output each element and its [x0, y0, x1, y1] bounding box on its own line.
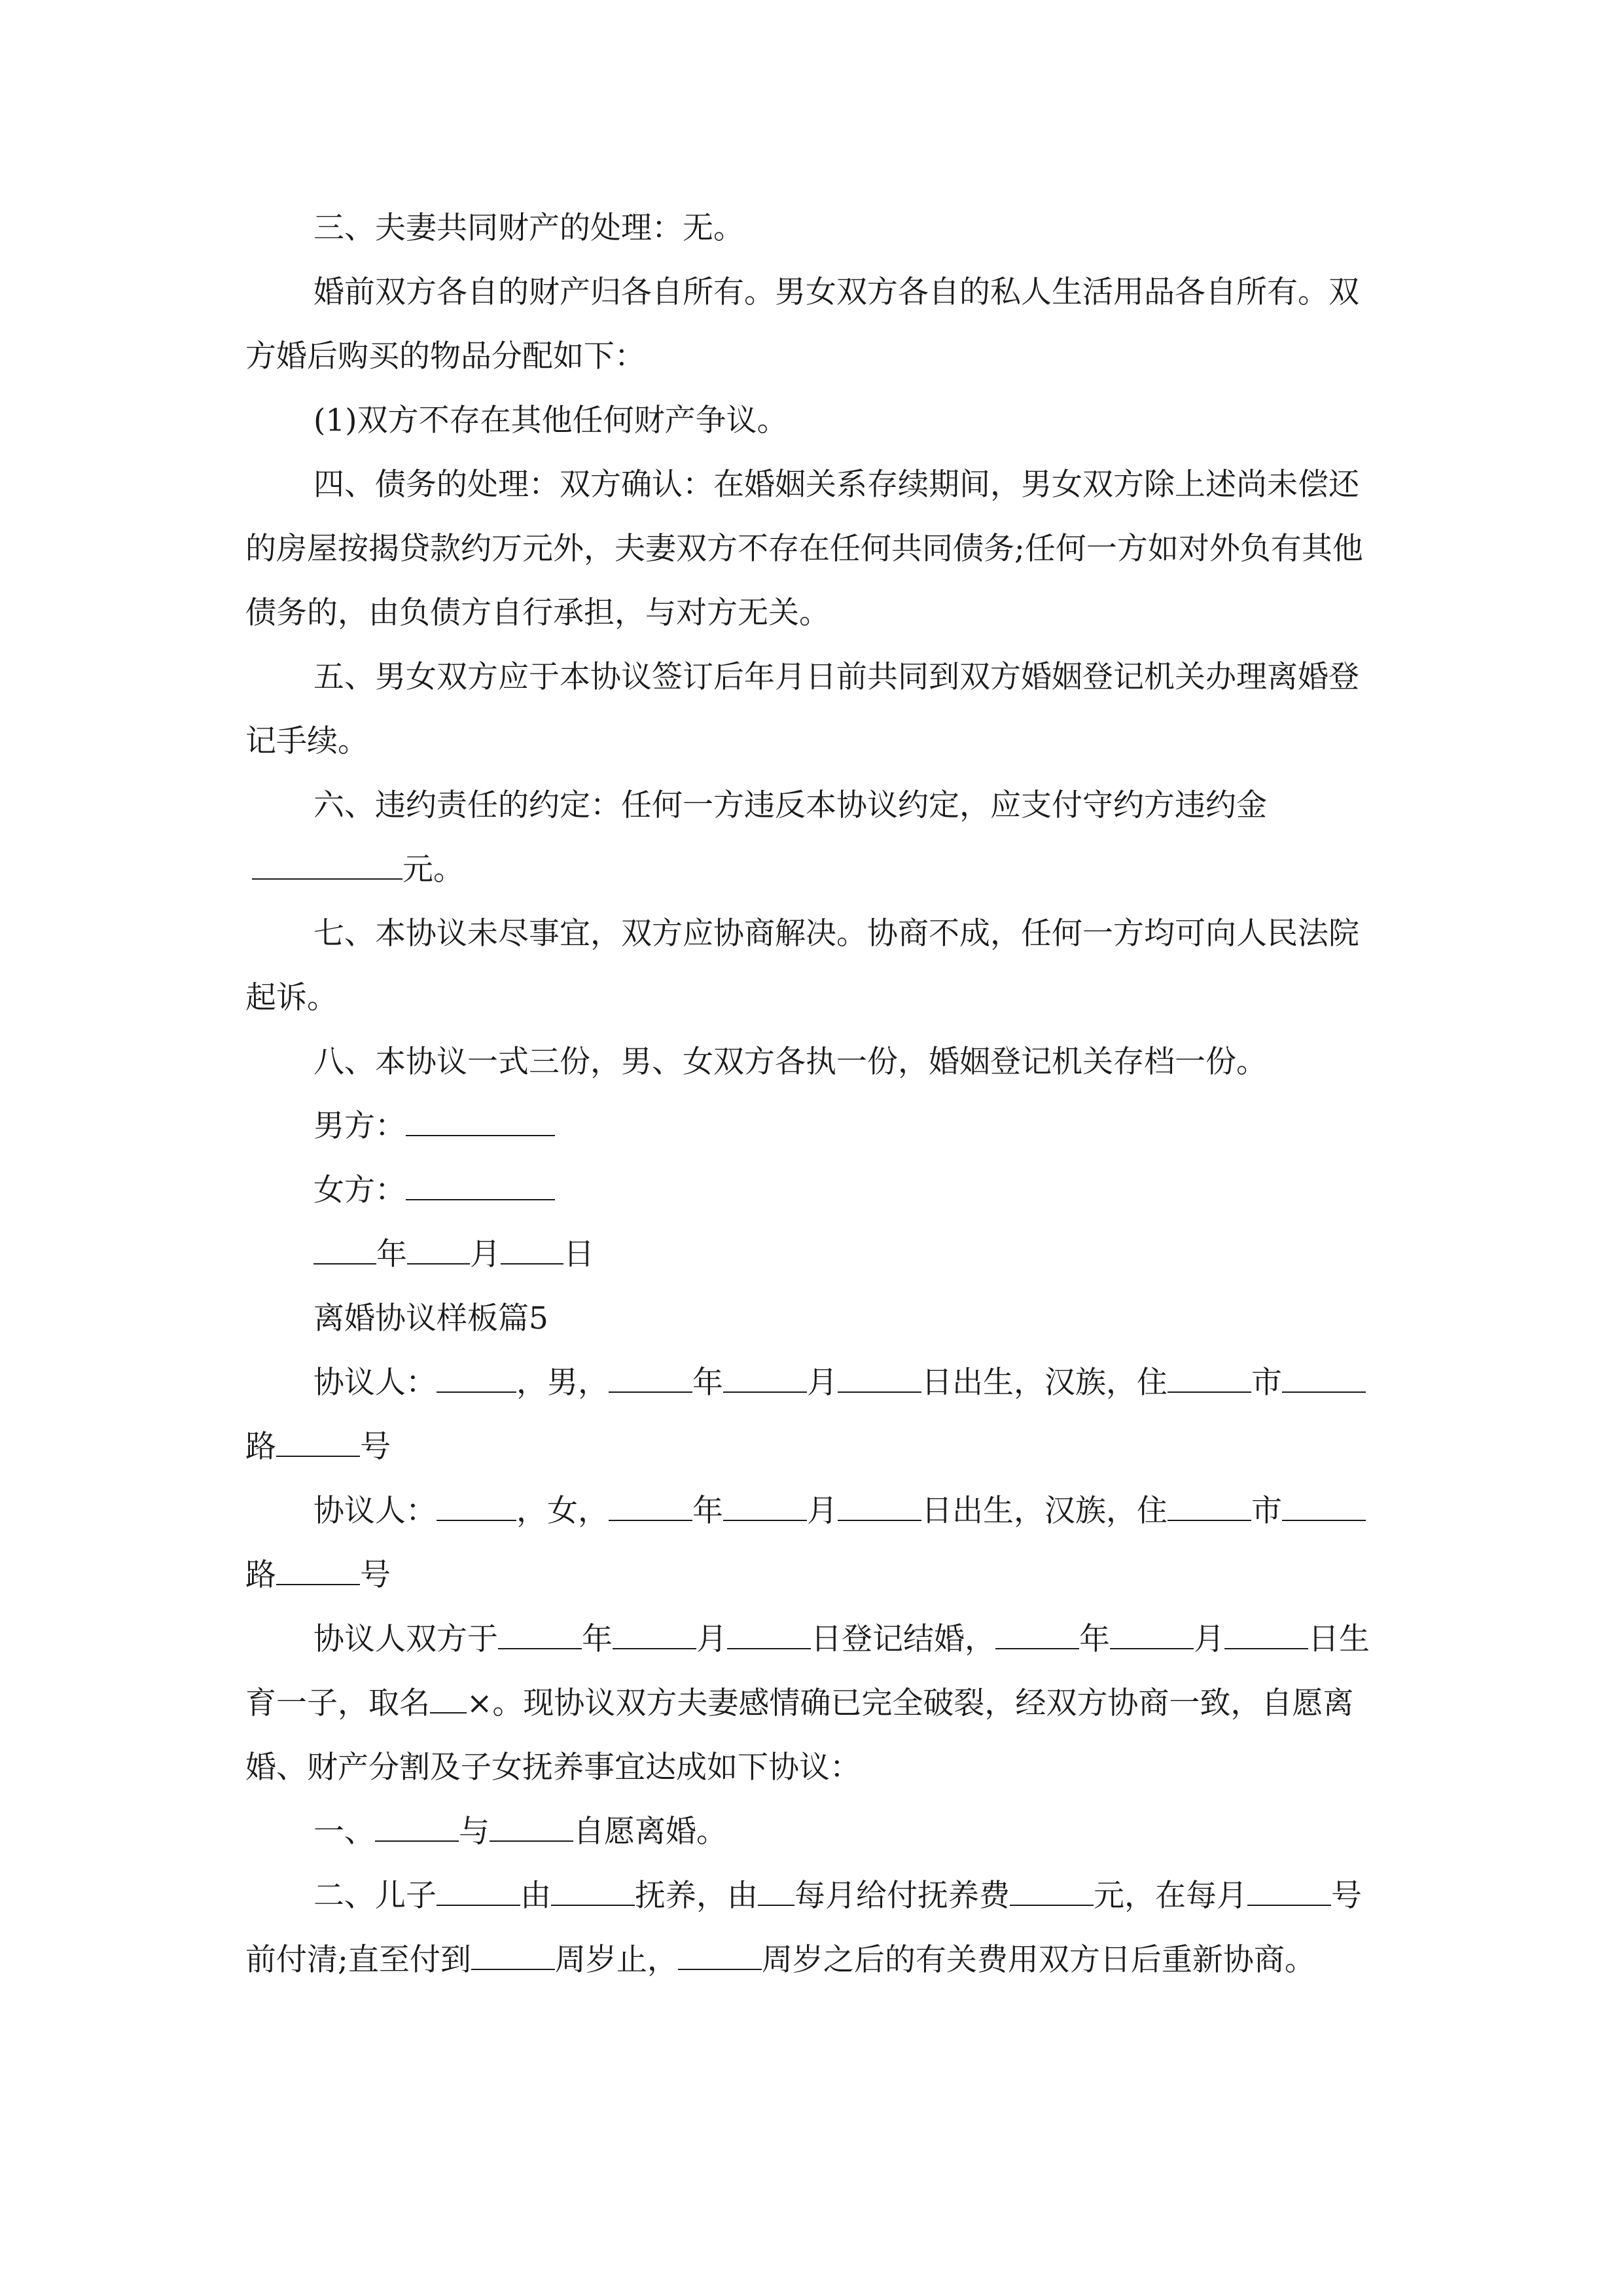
blank-pay-day: [1247, 1880, 1331, 1906]
party2-gender: ，女，: [516, 1493, 609, 1529]
party1-month: 月: [807, 1365, 838, 1401]
clause1-end: 自愿离婚。: [573, 1814, 727, 1850]
clause2-raise: 抚养，由: [635, 1878, 758, 1914]
female-label: 女方：: [313, 1172, 406, 1208]
date-year: 年: [376, 1236, 407, 1272]
signature-male: [245, 1094, 1378, 1158]
party1-road: 路: [245, 1429, 276, 1465]
breach-unit: 元。: [402, 852, 464, 888]
blank-party1-road: [1282, 1367, 1366, 1393]
party1-label: 协议人: [313, 1365, 406, 1401]
party2-month: 月: [807, 1493, 838, 1529]
paragraph-disputes: 七、本协议未尽事宜，双方应协商解决。协商不成，任何一方均可向人民法院起诉。: [245, 916, 1359, 1016]
paragraph-no-dispute: (1)双方不存在其他任何财产争议。: [313, 403, 788, 439]
blank-son-name: [437, 1880, 520, 1906]
blank-party1-city: [1168, 1367, 1251, 1393]
party1-colon: ：: [406, 1365, 437, 1401]
marriage-start: 协议人双方于: [313, 1621, 498, 1657]
clause1-start: 一、: [313, 1814, 375, 1850]
blank-marriage-month: [613, 1623, 696, 1649]
clause2-start: 二、儿子: [313, 1878, 437, 1914]
paragraph-property: 三、夫妻共同财产的处理：无。: [313, 210, 744, 246]
blank-year: [313, 1238, 376, 1265]
clause2-pay: 每月给付抚养费: [794, 1878, 1010, 1914]
blank-male-signature: [406, 1110, 555, 1136]
clause2-yuan: 元，在每月: [1094, 1878, 1247, 1914]
signature-date: [245, 1223, 1378, 1287]
blank-party2-year: [609, 1495, 692, 1521]
party2-born: 日出生，汉族，住: [921, 1493, 1168, 1529]
blank-party2-num: [276, 1559, 360, 1585]
clause2-age: 周岁止，: [554, 1942, 678, 1978]
blank-party2-day: [838, 1495, 921, 1521]
signature-female: [245, 1158, 1378, 1223]
clause1-paragraph: [245, 1800, 1378, 1864]
blank-month: [407, 1238, 470, 1265]
party2-paragraph: [245, 1479, 1378, 1607]
blank-marriage-year: [498, 1623, 582, 1649]
blank-party2-road: [1282, 1495, 1366, 1521]
paragraph-breach: [245, 774, 1378, 902]
blank-party1-month: [723, 1367, 807, 1393]
party1-born: 日出生，汉族，住: [921, 1365, 1168, 1401]
blank-party2-name: [437, 1495, 516, 1521]
blank-child-name: [430, 1687, 467, 1713]
paragraph-divorce-registration: 五、男女双方应于本协议签订后年月日前共同到双方婚姻登记机关办理离婚登记手续。: [245, 659, 1359, 759]
blank-party1-year: [609, 1367, 692, 1393]
paragraph-premarital-property: 婚前双方各自的财产归各自所有。男女双方各自的私人生活用品各自所有。双方婚后购买的物品分配如下：: [245, 274, 1359, 374]
marriage-paragraph: [245, 1607, 1378, 1800]
party1-city: 市: [1251, 1365, 1282, 1401]
blank-birth-year: [995, 1623, 1079, 1649]
marriage-year: 年: [582, 1621, 613, 1657]
document-page: [245, 196, 1378, 1992]
blank-age-end: [471, 1944, 555, 1970]
blank-amount: [1010, 1880, 1094, 1906]
blank-party1-num: [276, 1431, 360, 1457]
party2-colon: ：: [406, 1493, 437, 1529]
paragraph-debts: 四、债务的处理：双方确认：在婚姻关系存续期间，男女双方除上述尚未偿还的房屋按揭贷款约万元外，夫妻双方不存在任何共同债务;任何一方如对外负有其他债务的，由负债方自行承担，与对方无关。: [245, 467, 1363, 631]
marriage-rest: ×。现协议双方夫妻感情确已完全破裂，经双方协商一致，自愿离婚、财产分割及子女抚养事宜达成如下协议：: [245, 1685, 1354, 1785]
marriage-month: 月: [696, 1621, 727, 1657]
party1-gender: ，男，: [516, 1365, 609, 1401]
paragraph-copies: 八、本协议一式三份，男、女双方各执一份，婚姻登记机关存档一份。: [313, 1044, 1267, 1080]
blank-clause1-party-b: [490, 1816, 573, 1842]
date-month: 月: [470, 1236, 501, 1272]
clause2-before: 号前付清;直至付到: [245, 1878, 1362, 1978]
blank-party2-month: [723, 1495, 807, 1521]
party1-paragraph: [245, 1351, 1378, 1479]
birth-year: 年: [1079, 1621, 1110, 1657]
blank-party1-day: [838, 1367, 921, 1393]
blank-clause1-party-a: [375, 1816, 459, 1842]
clause1-with: 与: [459, 1814, 490, 1850]
blank-payer: [758, 1880, 794, 1906]
clause2-paragraph: [245, 1864, 1378, 1992]
clause2-by: 由: [520, 1878, 551, 1914]
blank-day: [501, 1238, 563, 1265]
marriage-registered: 日登记结婚，: [811, 1621, 995, 1657]
blank-penalty: [252, 853, 402, 880]
marriage-child: 日生育一子，取名: [245, 1621, 1370, 1721]
blank-marriage-day: [727, 1623, 811, 1649]
blank-party1-name: [437, 1367, 516, 1393]
date-day: 日: [563, 1236, 594, 1272]
party2-num: 号: [360, 1557, 391, 1593]
birth-month: 月: [1194, 1621, 1224, 1657]
blank-age-after: [678, 1944, 762, 1970]
blank-birth-month: [1110, 1623, 1194, 1649]
party2-year: 年: [692, 1493, 723, 1529]
party2-road: 路: [245, 1557, 276, 1593]
blank-birth-day: [1224, 1623, 1308, 1649]
section-title: 离婚协议样板篇5: [313, 1300, 548, 1336]
clause2-after: 周岁之后的有关费用双方日后重新协商。: [761, 1942, 1315, 1978]
party1-num: 号: [360, 1429, 391, 1465]
blank-party2-city: [1168, 1495, 1251, 1521]
blank-female-signature: [406, 1174, 555, 1200]
party2-city: 市: [1251, 1493, 1282, 1529]
blank-custodian: [551, 1880, 635, 1906]
party2-label: 协议人: [313, 1493, 406, 1529]
breach-text: 六、违约责任的约定：任何一方违反本协议约定，应支付守约方违约金: [313, 787, 1267, 823]
male-label: 男方：: [313, 1108, 406, 1144]
party1-year: 年: [692, 1365, 723, 1401]
